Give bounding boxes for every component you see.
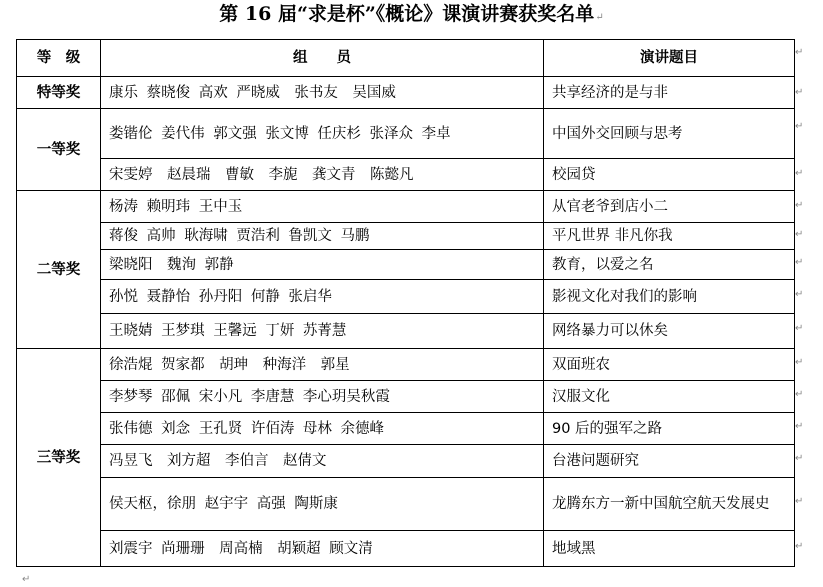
header-level: 等 级 (17, 40, 101, 77)
table-row (17, 191, 795, 223)
topic-cell: 网络暴力可以休矣 (544, 314, 795, 349)
table-row (17, 381, 795, 413)
table-row (17, 314, 795, 349)
row-end-mark: ↵ (795, 289, 804, 300)
table-row (17, 223, 795, 250)
topic-cell: 汉服文化 (544, 381, 795, 413)
header-members: 组 员 (101, 40, 544, 77)
page-title (0, 2, 823, 30)
award-table (16, 39, 795, 567)
row-end-mark: ↵ (795, 453, 804, 464)
table-row (17, 77, 795, 109)
row-end-mark: ↵ (795, 47, 804, 58)
row-end-mark: ↵ (795, 229, 804, 240)
members-cell: 冯昱飞 刘方超 李伯言 赵倩文 (101, 445, 544, 478)
row-end-mark: ↵ (795, 496, 804, 507)
topic-cell: 共享经济的是与非 (544, 77, 795, 109)
title-text: 第 16 届“求是杯”《概论》课演讲赛获奖名单 (219, 3, 595, 25)
row-end-mark: ↵ (795, 541, 804, 552)
topic-cell: 90 后的强军之路 (544, 413, 795, 445)
row-end-mark: ↵ (795, 200, 804, 211)
members-cell: 王晓婧 王梦琪 王馨远 丁妍 苏菁慧 (101, 314, 544, 349)
members-cell: 宋雯婷 赵晨瑞 曹敏 李旎 龚文青 陈懿凡 (101, 159, 544, 191)
paragraph-mark: ↵ (595, 12, 604, 23)
members-cell: 李梦琴 邵佩 宋小凡 李唐慧 李心玥吴秋霞 (101, 381, 544, 413)
header-topic: 演讲题目 (544, 40, 795, 77)
topic-cell: 校园贷 (544, 159, 795, 191)
row-end-mark: ↵ (795, 389, 804, 400)
topic-cell: 教育，以爱之名 (544, 250, 795, 280)
row-end-mark: ↵ (795, 87, 804, 98)
topic-cell: 地域黑 (544, 531, 795, 567)
topic-cell: 中国外交回顾与思考 (544, 109, 795, 159)
level-cell: 一等奖 (17, 109, 101, 191)
members-cell: 杨涛 赖明玮 王中玉 (101, 191, 544, 223)
members-cell: 康乐 蔡晓俊 高欢 严晓威 张书友 吴国威 (101, 77, 544, 109)
table-row (17, 159, 795, 191)
level-cell: 二等奖 (17, 191, 101, 349)
members-cell: 侯天枢，徐朋 赵宇宇 高强 陶斯康 (101, 478, 544, 531)
table-row (17, 413, 795, 445)
members-cell: 娄锴伦 姜代伟 郭文强 张文博 任庆杉 张泽众 李卓 (101, 109, 544, 159)
table-row (17, 280, 795, 314)
row-end-mark: ↵ (795, 168, 804, 179)
members-cell: 张伟德 刘念 王孔贤 许佰涛 母林 余德峰 (101, 413, 544, 445)
members-cell: 梁晓阳 魏洵 郭静 (101, 250, 544, 280)
paragraph-mark-footer: ↵ (22, 574, 31, 585)
members-cell: 徐浩焜 贺家都 胡珅 种海洋 郭星 (101, 349, 544, 381)
row-end-mark: ↵ (795, 257, 804, 268)
topic-cell: 双面班农 (544, 349, 795, 381)
row-end-mark: ↵ (795, 323, 804, 334)
level-cell: 特等奖 (17, 77, 101, 109)
members-cell: 刘震宇 尚珊珊 周高楠 胡颖超 顾文清 (101, 531, 544, 567)
topic-cell: 台港问题研究 (544, 445, 795, 478)
table-row (17, 109, 795, 159)
topic-cell: 平凡世界 非凡你我 (544, 223, 795, 250)
table-row (17, 478, 795, 531)
table-row (17, 445, 795, 478)
members-cell: 蒋俊 高帅 耿海啸 贾浩利 鲁凯文 马鹏 (101, 223, 544, 250)
topic-cell: 从官老爷到店小二 (544, 191, 795, 223)
row-end-mark: ↵ (795, 121, 804, 132)
topic-cell: 龙腾东方一新中国航空航天发展史 (544, 478, 795, 531)
row-end-mark: ↵ (795, 421, 804, 432)
level-cell: 三等奖 (17, 349, 101, 567)
table-header-row (17, 40, 795, 77)
row-end-mark: ↵ (795, 357, 804, 368)
table-row (17, 531, 795, 567)
topic-cell: 影视文化对我们的影响 (544, 280, 795, 314)
table-row (17, 250, 795, 280)
table-row (17, 349, 795, 381)
members-cell: 孙悦 聂静怡 孙丹阳 何静 张启华 (101, 280, 544, 314)
